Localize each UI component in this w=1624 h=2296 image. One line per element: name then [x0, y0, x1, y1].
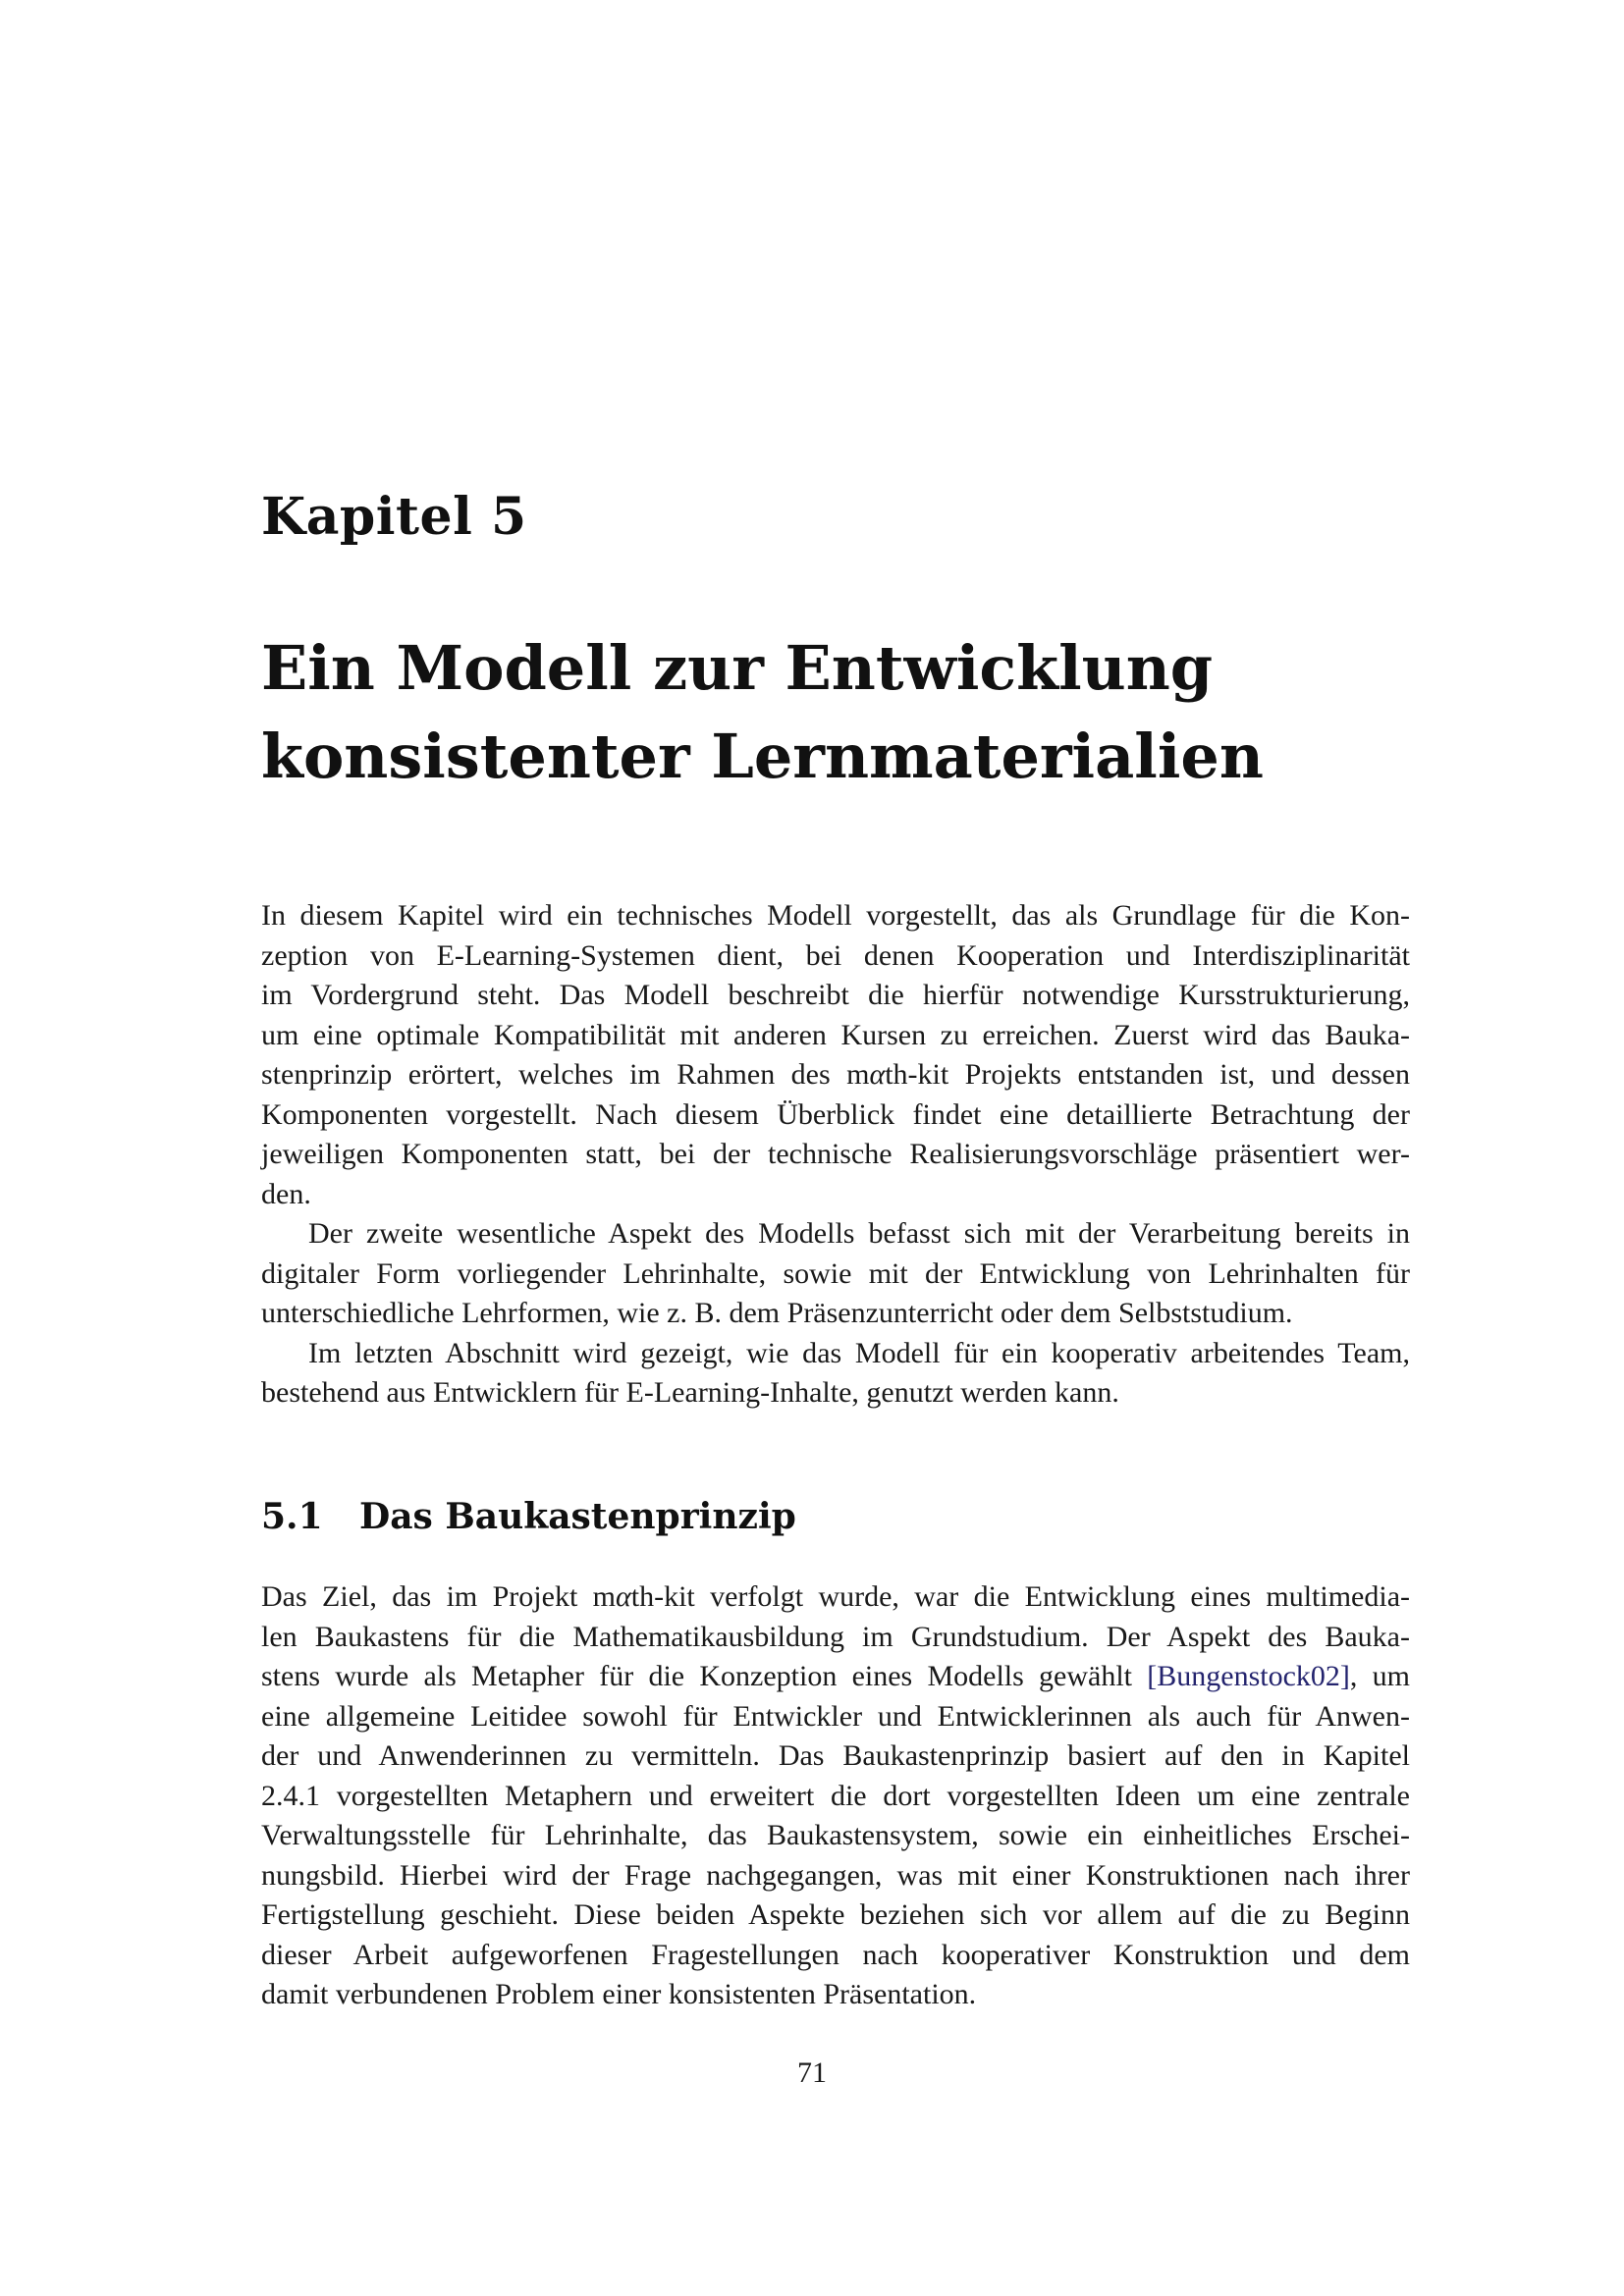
body-line: nungsbild. Hierbei wird der Frage nachgegangen, was mit einer Konstruktionen nach ihrer: [261, 1858, 1410, 1892]
intro-line: den.: [261, 1177, 311, 1210]
section-title: Das Baukastenprinzip: [359, 1496, 796, 1537]
intro-line: [261, 1055, 1410, 1095]
body-line: dieser Arbeit aufgeworfenen Fragestellungen nach kooperativer Konstruktion und dem: [261, 1938, 1410, 1971]
body-line: Verwaltungsstelle für Lehrinhalte, das Baukastensystem, sowie ein einheitliches Erschei-: [261, 1819, 1410, 1851]
intro-line: unterschiedliche Lehrformen, wie z. B. dem Präsenzunterricht oder dem Selbststudium.: [261, 1297, 1293, 1329]
intro-line: digitaler Form vorliegender Lehrinhalte, sowie mit der Entwicklung von Lehrinhalten für: [261, 1256, 1410, 1290]
body-line: eine allgemeine Leitidee sowohl für Entwickler und Entwicklerinnen als auch für Anwen-: [261, 1699, 1410, 1733]
body-text: stens wurde als Metapher für die Konzeption eines Modells gewählt: [261, 1660, 1148, 1692]
chapter-title-line-2: konsistenter Lernmaterialien: [261, 721, 1264, 792]
chapter-title: [261, 624, 1439, 801]
body-line: der und Anwenderinnen zu vermitteln. Das Baukastenprinzip basiert auf den in Kapitel: [261, 1739, 1410, 1772]
intro-line: bestehend aus Entwicklern für E-Learning-Inhalte, genutzt werden kann.: [261, 1376, 1119, 1409]
chapter-introduction: [261, 896, 1410, 1414]
body-text: Das Ziel, das im Projekt m: [261, 1580, 616, 1613]
section-number: 5.1: [261, 1496, 323, 1537]
body-line: damit verbundenen Problem einer konsistenten Präsentation.: [261, 1978, 977, 2010]
intro-line: im Vordergrund steht. Das Modell beschreibt die hierfür notwendige Kursstrukturierung,: [261, 979, 1410, 1011]
math-alpha: α: [616, 1580, 631, 1613]
body-line: [261, 1577, 1410, 1618]
body-line: 2.4.1 vorgestellten Metaphern und erweitert die dort vorgestellten Ideen um eine zentrale: [261, 1779, 1410, 1812]
intro-line: In diesem Kapitel wird ein technisches Modell vorgestellt, das als Grundlage für die Kon-: [261, 899, 1410, 932]
intro-line: Der zweite wesentliche Aspekt des Modells befasst sich mit der Verarbeitung bereits in: [308, 1217, 1410, 1250]
body-text: , um: [1349, 1660, 1411, 1692]
intro-text: stenprinzip erörtert, welches im Rahmen des m: [261, 1058, 870, 1091]
section-body: [261, 1577, 1410, 2015]
citation-link[interactable]: [Bungenstock02]: [1147, 1660, 1350, 1692]
math-alpha: α: [869, 1058, 886, 1091]
intro-line: jeweiligen Komponenten statt, bei der technische Realisierungsvorschläge präsentiert wer-: [261, 1138, 1410, 1170]
intro-text: th-kit Projekts entstanden ist, und dessen: [885, 1058, 1410, 1091]
chapter-title-line-1: Ein Modell zur Entwicklung: [261, 632, 1214, 704]
page-number: 71: [797, 2056, 827, 2089]
intro-line: zeption von E-Learning-Systemen dient, bei denen Kooperation und Interdisziplinarität: [261, 938, 1410, 972]
body-line: [261, 1657, 1410, 1697]
body-line: Fertigstellung geschieht. Diese beiden Aspekte beziehen sich vor allem auf die zu Beginn: [261, 1898, 1410, 1931]
chapter-label: Kapitel 5: [261, 487, 527, 547]
intro-line: Im letzten Abschnitt wird gezeigt, wie das Modell für ein kooperativ arbeitendes Team,: [308, 1336, 1410, 1369]
intro-line: Komponenten vorgestellt. Nach diesem Überblick findet eine detaillierte Betrachtung der: [261, 1097, 1410, 1131]
body-line: len Baukastens für die Mathematikausbildung im Grundstudium. Der Aspekt des Bauka-: [261, 1620, 1410, 1653]
body-text: th-kit verfolgt wurde, war die Entwicklung eines multimedia-: [630, 1580, 1411, 1613]
section-heading: [261, 1492, 796, 1541]
intro-line: um eine optimale Kompatibilität mit anderen Kursen zu erreichen. Zuerst wird das Bauka-: [261, 1018, 1410, 1051]
